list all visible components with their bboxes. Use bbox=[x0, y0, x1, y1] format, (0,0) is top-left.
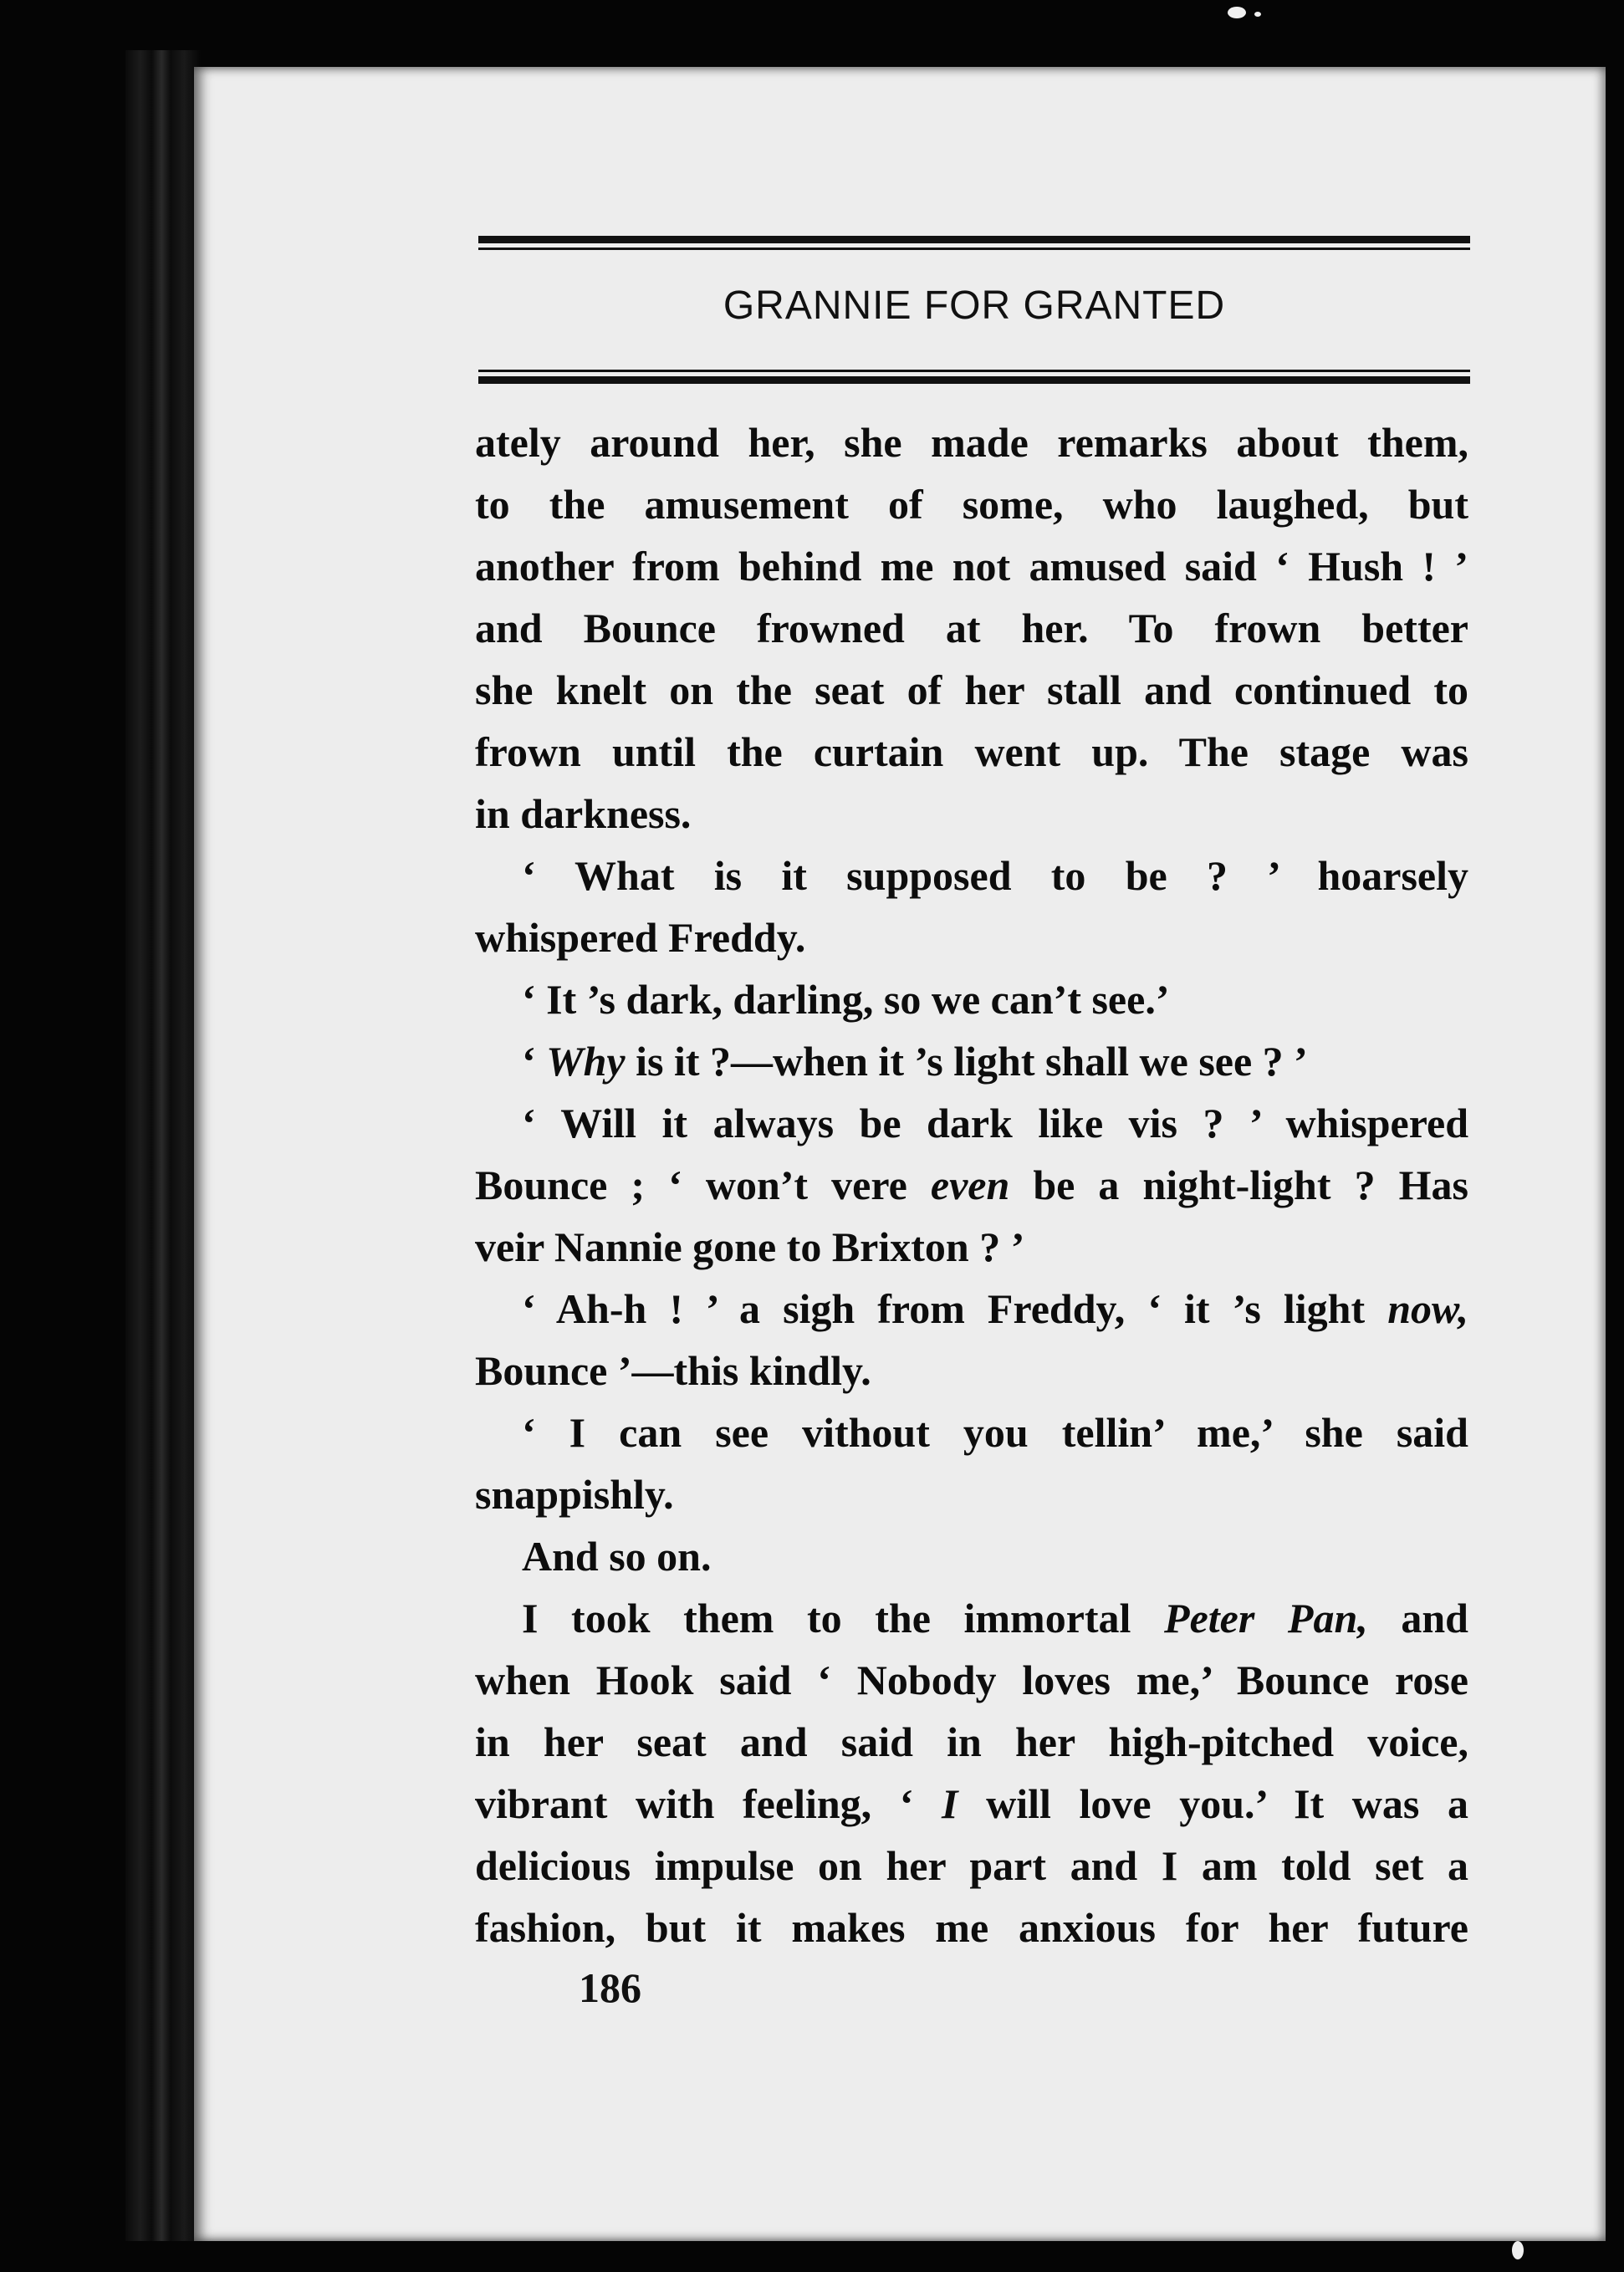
book-spine bbox=[125, 50, 201, 2241]
text-line: in darkness. bbox=[475, 790, 692, 837]
text-line: she knelt on the seat of her stall and continued to bbox=[475, 666, 1468, 713]
text-line: I took them to the immortal Peter Pan, and bbox=[522, 1595, 1468, 1641]
italic-word: Peter Pan, bbox=[1164, 1595, 1368, 1641]
text-line: And so on. bbox=[522, 1533, 712, 1580]
dust-speck bbox=[1254, 12, 1261, 17]
text-line: ‘ Ah-h ! ’ a sigh from Freddy, ‘ it ’s light now, bbox=[522, 1285, 1468, 1332]
text-line: in her seat and said in her high-pitched voice, bbox=[475, 1718, 1468, 1765]
text-line: veir Nannie gone to Brixton ? ’ bbox=[475, 1223, 1025, 1270]
text-line: another from behind me not amused said ‘ Hush ! ’ bbox=[475, 543, 1468, 590]
text-line: vibrant with feeling, ‘ I will love you.’ It was a bbox=[475, 1780, 1468, 1827]
text-line: to the amusement of some, who laughed, but bbox=[475, 481, 1468, 528]
header-rule-bottom bbox=[478, 370, 1470, 384]
running-head: GRANNIE FOR GRANTED bbox=[723, 283, 1226, 328]
text-line: ately around her, she made remarks about them, bbox=[475, 419, 1468, 466]
text-line: ‘ I can see vithout you tellin’ me,’ she said bbox=[522, 1409, 1468, 1456]
dust-speck bbox=[1228, 7, 1246, 18]
italic-word: even bbox=[930, 1162, 1010, 1208]
text-line: frown until the curtain went up. The stage was bbox=[475, 728, 1468, 775]
text-line: fashion, but it makes me anxious for her future bbox=[475, 1904, 1468, 1951]
italic-word: now, bbox=[1387, 1285, 1468, 1332]
text-line: when Hook said ‘ Nobody loves me,’ Bounce rose bbox=[475, 1657, 1468, 1703]
page-number: 186 bbox=[579, 1964, 641, 2011]
body-text bbox=[475, 411, 1468, 1958]
dust-speck bbox=[1512, 2241, 1524, 2259]
text-line: snappishly. bbox=[475, 1471, 674, 1518]
text-line: ‘ Will it always be dark like vis ? ’ whispered bbox=[522, 1100, 1468, 1146]
text-line: ‘ It ’s dark, darling, so we can’t see.’ bbox=[522, 976, 1170, 1023]
text-line: Bounce ’—this kindly. bbox=[475, 1347, 871, 1394]
italic-word: Why bbox=[546, 1038, 626, 1085]
text-line: ‘ Why is it ?—when it ’s light shall we see ? ’ bbox=[522, 1038, 1308, 1085]
text-line: Bounce ; ‘ won’t vere even be a night-light ? Has bbox=[475, 1162, 1468, 1208]
text-line: and Bounce frowned at her. To frown better bbox=[475, 605, 1468, 651]
text-line: ‘ What is it supposed to be ? ’ hoarsely bbox=[522, 852, 1468, 899]
italic-word: I bbox=[942, 1780, 958, 1827]
text-line: whispered Freddy. bbox=[475, 914, 806, 961]
text-line: delicious impulse on her part and I am told set a bbox=[475, 1842, 1468, 1889]
header-rule-top bbox=[478, 236, 1470, 250]
